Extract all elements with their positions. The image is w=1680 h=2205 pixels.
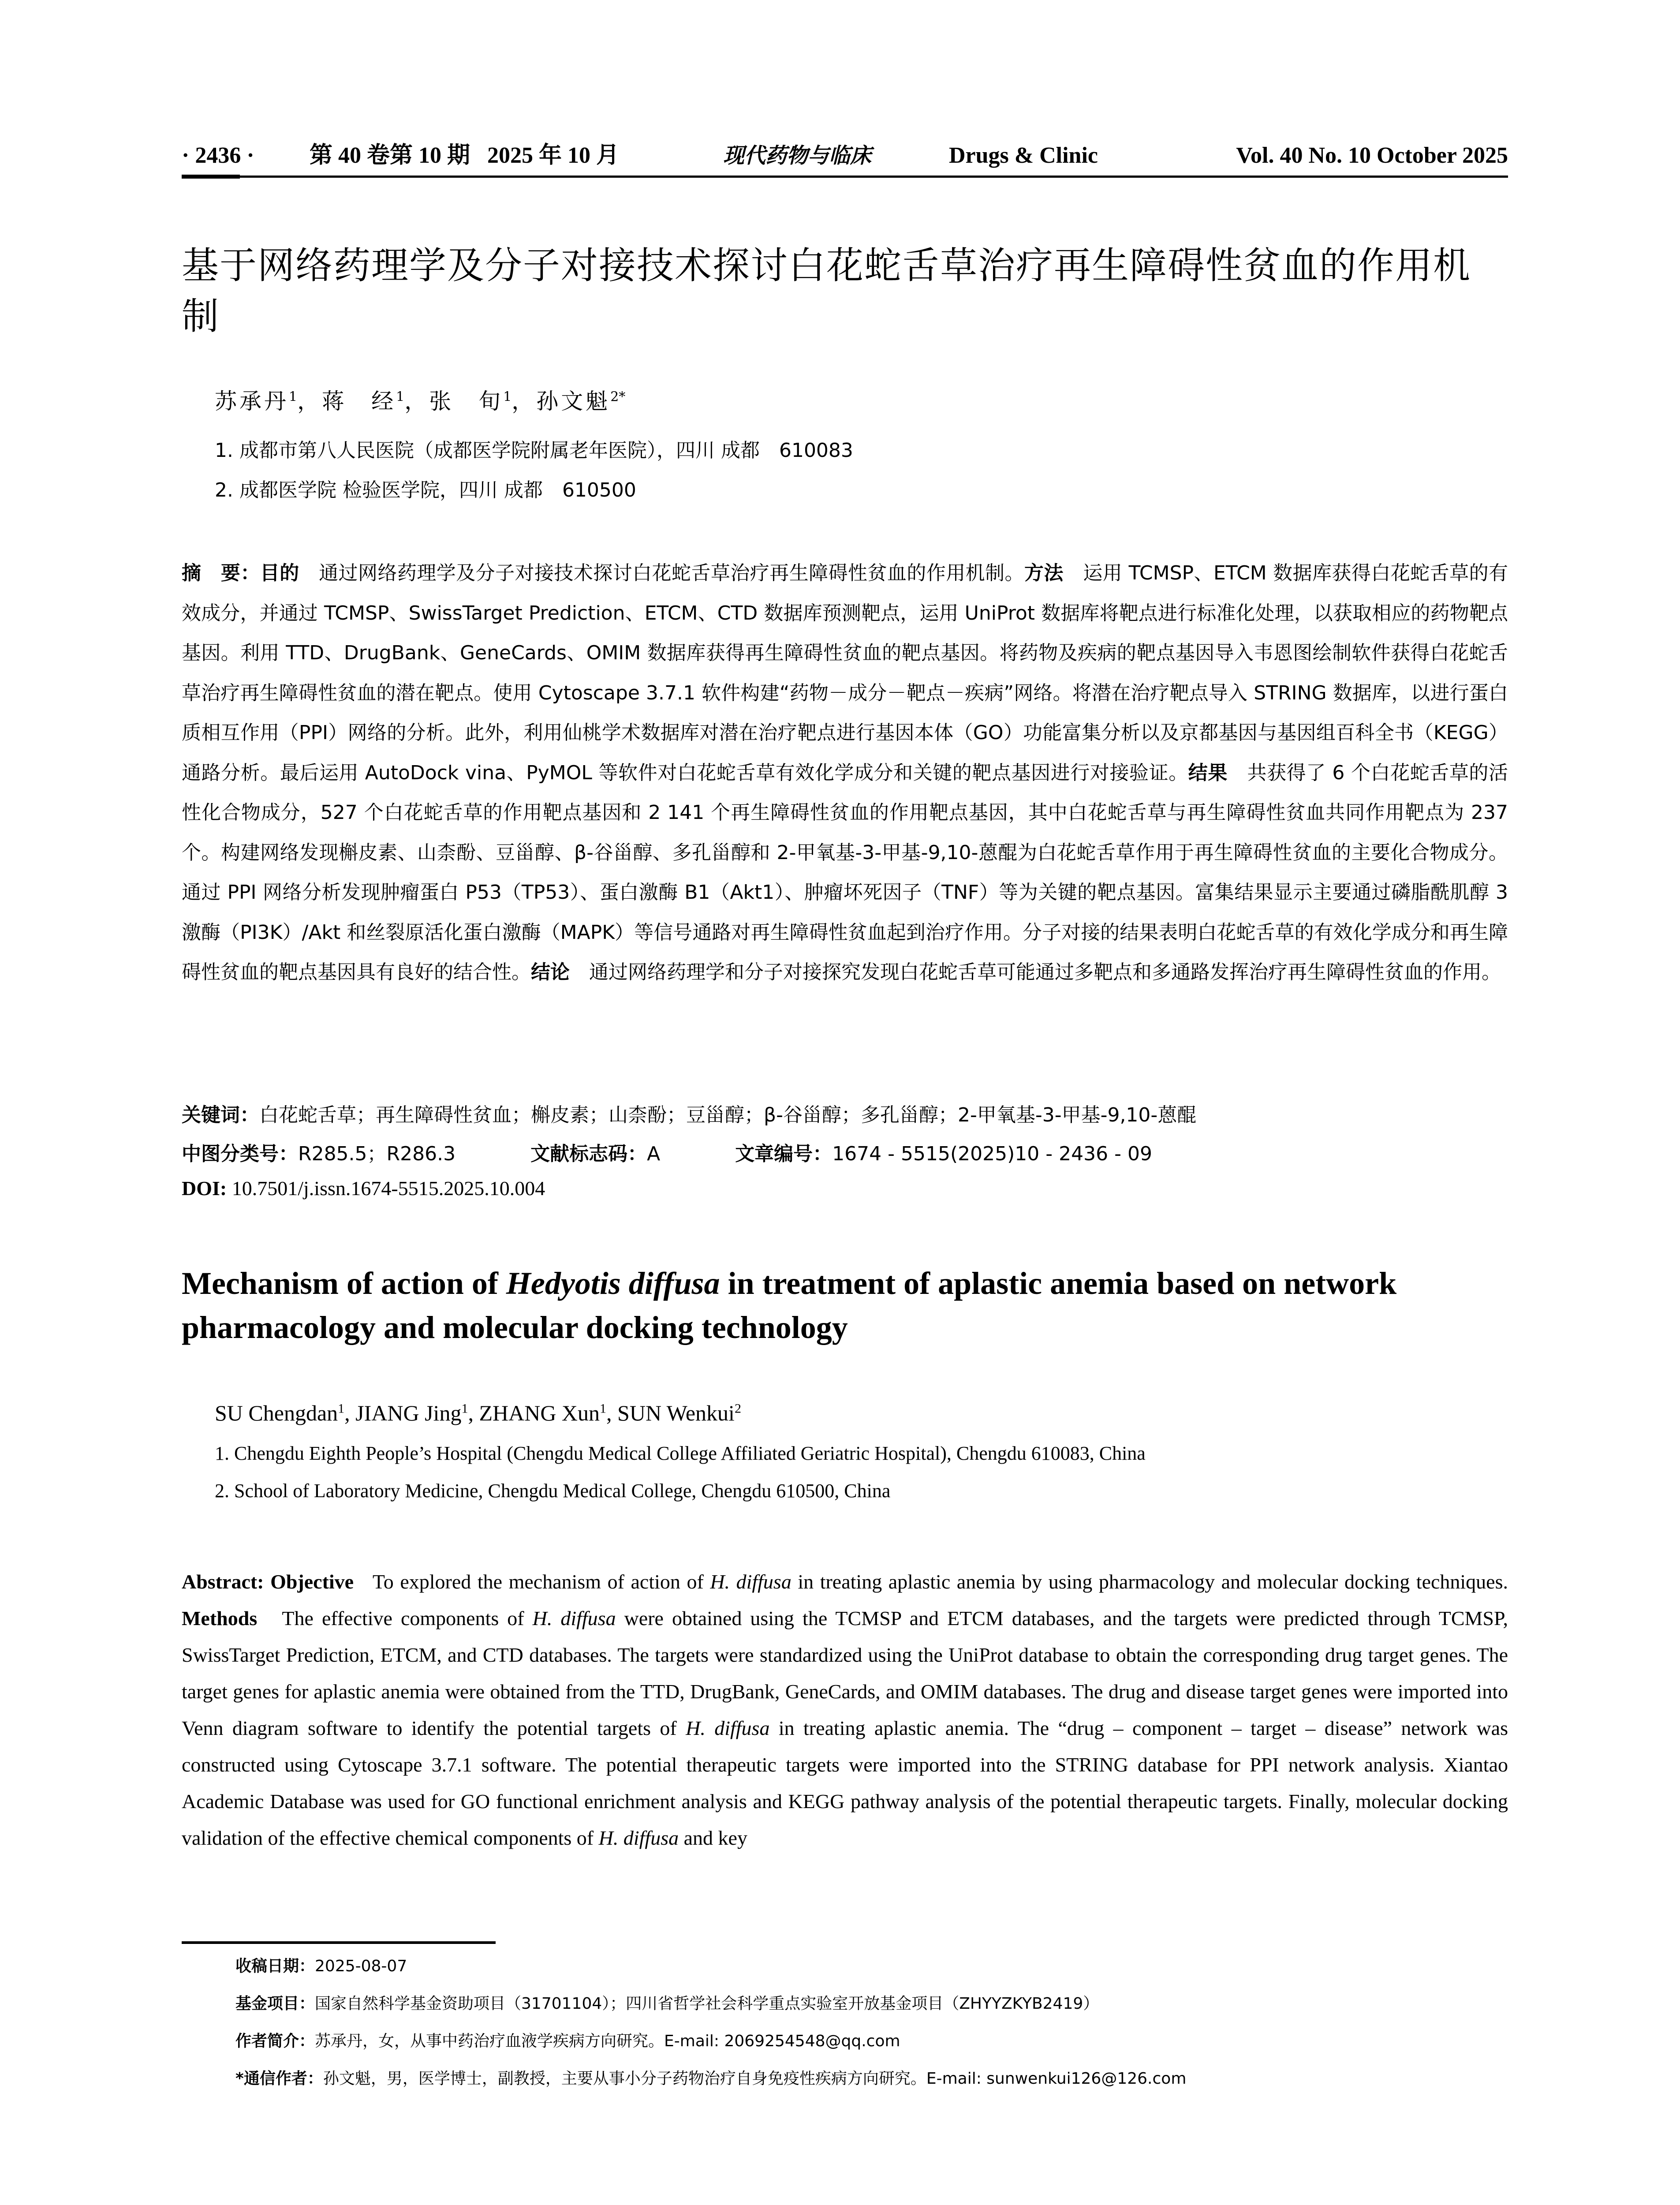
species-name: Hedyotis diffusa bbox=[506, 1266, 720, 1301]
footnote-author-bio bbox=[235, 2029, 900, 2051]
journal-name-en: Drugs & Clinic bbox=[949, 143, 1098, 168]
methods-en-text: The effective components of bbox=[282, 1607, 533, 1629]
doc-code-value: A bbox=[647, 1143, 661, 1165]
author-affiliation-mark: 2 bbox=[734, 1401, 741, 1416]
volume-issue-cn: 第 40 卷第 10 期 2025 年 10 月 bbox=[310, 143, 620, 168]
affiliation-cn-2: 2. 成都医学院 检验医学院，四川 成都 610500 bbox=[215, 479, 636, 501]
footnote-funding bbox=[235, 1991, 1099, 2014]
author-cn: 蒋 经 bbox=[322, 389, 396, 414]
doi-line bbox=[182, 1177, 545, 1200]
author-cn: 孙文魁 bbox=[536, 389, 611, 414]
abstract-cn bbox=[182, 553, 1508, 993]
affiliation-en-2: 2. School of Laboratory Medicine, Chengdu Medical College, Chengdu 610500, China bbox=[215, 1480, 891, 1502]
footnote-received bbox=[235, 1954, 407, 1976]
authors-en: SU Chengdan$^1$, JIANG Jing$^1$, ZHANG Xun$^1$, SUN Wenkui$^2$ bbox=[215, 1401, 741, 1425]
keywords-cn bbox=[182, 1099, 1196, 1127]
abstract-en-label: Abstract: bbox=[182, 1570, 264, 1593]
objective-en-text: in treating aplastic anemia by using pharmacology and molecular docking techniques. bbox=[791, 1570, 1508, 1593]
methods-en-text: in treating aplastic anemia. The “drug – component – target – disease” network was constructed using Cytoscape 3.7.1 software. The potential therapeutic targets were imported into the STRING database for PPI network analysis. Xiantao Academic Database was used for GO functional enrichment analysis and KEGG pathway analysis of the potential therapeutic targets. Finally, molecular docking validation of the effective chemical components of bbox=[182, 1717, 1508, 1849]
author-en: SUN Wenkui bbox=[617, 1401, 735, 1425]
authors-cn: 苏承丹$^1$，蒋 经$^1$，张 旬$^1$，孙文魁$^{2*}$ bbox=[215, 389, 626, 414]
running-header bbox=[182, 140, 1508, 171]
methods-en-label: Methods bbox=[182, 1607, 258, 1629]
conclusion-text: 通过网络药理学和分子对接探究发现白花蛇舌草可能通过多靶点和多通路发挥治疗再生障碍性贫血的作用。 bbox=[589, 961, 1501, 983]
species-name: H. diffusa bbox=[532, 1607, 616, 1629]
volume-issue-en: Vol. 40 No. 10 October 2025 bbox=[1236, 143, 1508, 168]
objective-en-text: To explored the mechanism of action of bbox=[372, 1570, 710, 1593]
author-en: SU Chengdan bbox=[215, 1401, 338, 1425]
author-affiliation-mark: 1 bbox=[461, 1401, 468, 1416]
methods-text: 运用 TCMSP、ETCM 数据库获得白花蛇舌草的有效成分，并通过 TCMSP、SwissTarget Prediction、ETCM、CTD 数据库预测靶点，运用 UniProt 数据库将靶点进行标准化处理，以获取相应的药物靶点基因。利用 TTD、DrugBank、GeneCards、OMIM 数据库获得再生障碍性贫血的靶点基因。将药物及疾病的靶点基因导入韦恩图绘制软件获得白花蛇舌草治疗再生障碍性贫血的潜在靶点。使用 Cytoscape 3.7.1 软件构建“药物－成分－靶点－疾病”网络。将潜在治疗靶点导入 STRING 数据库，以进行蛋白质相互作用（PPI）网络的分析。此外，利用仙桃学术数据库对潜在治疗靶点进行基因本体（GO）功能富集分析以及京都基因与基因组百科全书（KEGG）通路分析。最后运用 AutoDock vina、PyMOL 等软件对白花蛇舌草有效化学成分和关键的靶点基因进行对接验证。 bbox=[182, 562, 1508, 784]
doc-code-label: 文献标志码： bbox=[530, 1143, 647, 1165]
objective-text: 通过网络药理学及分子对接技术探讨白花蛇舌草治疗再生障碍性贫血的作用机制。 bbox=[319, 562, 1024, 584]
title-en-part: Mechanism of action of bbox=[182, 1266, 506, 1301]
article-no-label: 文章编号： bbox=[735, 1143, 833, 1165]
methods-label: 方法 bbox=[1024, 562, 1064, 584]
author-cn: 苏承丹 bbox=[215, 389, 289, 414]
doi-label: DOI: bbox=[182, 1177, 227, 1200]
header-rule-accent bbox=[182, 175, 240, 179]
species-name: H. diffusa bbox=[686, 1717, 770, 1739]
keywords-label: 关键词： bbox=[182, 1104, 259, 1126]
objective-en-label: Objective bbox=[270, 1570, 354, 1593]
footnote-text: 苏承丹，女，从事中药治疗血液学疾病方向研究。E-mail: 2069254548@qq.com bbox=[315, 2032, 900, 2050]
title-en bbox=[182, 1261, 1508, 1349]
article-no-value: 1674 - 5515(2025)10 - 2436 - 09 bbox=[832, 1143, 1152, 1165]
footnote-label: 收稿日期： bbox=[235, 1957, 315, 1975]
author-en: JIANG Jing bbox=[355, 1401, 462, 1425]
objective-label: 目的 bbox=[260, 562, 299, 584]
author-affiliation-mark: 1 bbox=[289, 389, 298, 405]
page-number: · 2436 · bbox=[182, 143, 254, 168]
classification-line bbox=[182, 1138, 1152, 1166]
author-en: ZHANG Xun bbox=[479, 1401, 600, 1425]
footnote-text: 国家自然科学基金资助项目（31701104）；四川省哲学社会科学重点实验室开放基金项目（ZHYYZKYB2419） bbox=[315, 1995, 1099, 2013]
title-en-part: in treatment of aplastic anemia based on network pharmacology and molecular docking technology bbox=[182, 1266, 1397, 1345]
abstract-label: 摘 要： bbox=[182, 562, 260, 584]
author-cn: 张 旬 bbox=[429, 389, 504, 414]
results-text: 共获得了 6 个白花蛇舌草的活性化合物成分，527 个白花蛇舌草的作用靶点基因和 2 141 个再生障碍性贫血的作用靶点基因，其中白花蛇舌草与再生障碍性贫血共同作用靶点为 237 个。构建网络发现槲皮素、山柰酚、豆甾醇、β-谷甾醇、多孔甾醇和 2-甲氧基-3-甲基-9,10-蒽醌为白花蛇舌草作用于再生障碍性贫血的主要化合物成分。通过 PPI 网络分析发现肿瘤蛋白 P53（TP53）、蛋白激酶 B1（Akt1）、肿瘤坏死因子（TNF）等为关键的靶点基因。富集结果显示主要通过磷脂酰肌醇 3 激酶（PI3K）/Akt 和丝裂原活化蛋白激酶（MAPK）等信号通路对再生障碍性贫血起到治疗作用。分子对接的结果表明白花蛇舌草的有效化学成分和再生障碍性贫血的靶点基因具有良好的结合性。 bbox=[182, 761, 1508, 983]
keywords-text: 白花蛇舌草；再生障碍性贫血；槲皮素；山柰酚；豆甾醇；β-谷甾醇；多孔甾醇；2-甲氧基-3-甲基-9,10-蒽醌 bbox=[259, 1104, 1197, 1126]
clc-value: R285.5；R286.3 bbox=[298, 1143, 456, 1165]
results-label: 结果 bbox=[1188, 761, 1228, 784]
species-name: H. diffusa bbox=[710, 1570, 791, 1593]
clc-label: 中图分类号： bbox=[182, 1143, 298, 1165]
affiliation-en-1: 1. Chengdu Eighth People’s Hospital (Chengdu Medical College Affiliated Geriatric Hospital), Chengdu 610083, China bbox=[215, 1443, 1146, 1464]
methods-en-text: and key bbox=[679, 1827, 747, 1849]
species-name: H. diffusa bbox=[598, 1827, 679, 1849]
footnote-label: 基金项目： bbox=[235, 1995, 315, 2013]
footnote-label: *通信作者： bbox=[235, 2070, 323, 2088]
author-affiliation-mark: 2* bbox=[610, 389, 626, 405]
footnote-text: 2025-08-07 bbox=[315, 1957, 407, 1975]
affiliation-cn-1: 1. 成都市第八人民医院（成都医学院附属老年医院），四川 成都 610083 bbox=[215, 439, 853, 462]
author-affiliation-mark: 1 bbox=[600, 1401, 607, 1416]
title-cn: 基于网络药理学及分子对接技术探讨白花蛇舌草治疗再生障碍性贫血的作用机制 bbox=[182, 244, 1471, 338]
author-affiliation-mark: 1 bbox=[338, 1401, 345, 1416]
abstract-en bbox=[182, 1563, 1508, 1856]
author-affiliation-mark: 1 bbox=[503, 389, 512, 405]
conclusion-label: 结论 bbox=[531, 961, 570, 983]
footnote-label: 作者简介： bbox=[235, 2032, 315, 2050]
author-affiliation-mark: 1 bbox=[396, 389, 405, 405]
footnote-rule bbox=[182, 1941, 496, 1944]
journal-name-cn: 现代药物与临床 bbox=[723, 143, 872, 168]
footnote-corresponding-author bbox=[235, 2066, 1186, 2089]
methods-en-text: were obtained using the TCMSP and ETCM databases, and the targets were predicted through TCMSP, SwissTarget Prediction, ETCM, and CTD databases. The targets were standardized using the UniProt database to obtain the corresponding drug target genes. The target genes for aplastic anemia were obtained from the TTD, DrugBank, GeneCards, and OMIM databases. The drug and disease target genes were imported into Venn diagram software to identify the potential targets of bbox=[182, 1607, 1508, 1739]
header-rule bbox=[182, 176, 1508, 178]
doi-link[interactable]: 10.7501/j.issn.1674-5515.2025.10.004 bbox=[231, 1177, 545, 1200]
footnote-text: 孙文魁，男，医学博士，副教授，主要从事小分子药物治疗自身免疫性疾病方向研究。E-mail: sunwenkui126@126.com bbox=[323, 2070, 1187, 2088]
